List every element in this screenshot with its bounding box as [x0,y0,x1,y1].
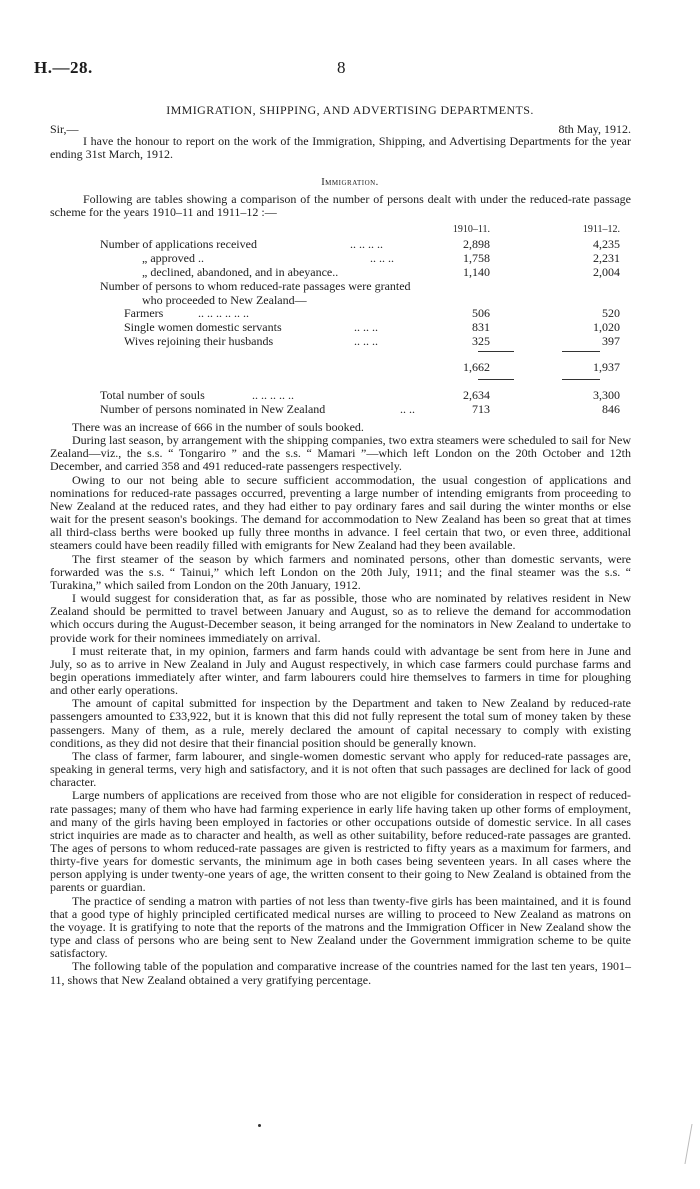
report-body [50,421,631,987]
leader-dots: .. .. .. [354,320,378,334]
leader-dots: .. .. .. [370,251,394,265]
body-paragraph: The amount of capital submitted for inspection by the Department and taken to New Zealand by reduced-rate passengers amounted to £33,922, but it is known that this did not fully represent the total sum of money taken by these passengers. Many of them, as a rule, merely declared the amount of capital necessary to comply with existing conditions, as they did not desire that their financial position should be generally known. [50,696,631,750]
value-1911-12: 397 [602,334,620,348]
table-row [100,306,620,320]
leader-dots: .. .. .. .. .. .. [198,306,249,320]
value-1910-11: 2,634 [463,388,490,402]
row-label: Single women domestic servants [124,320,282,334]
row-label: Number of applications received [100,237,257,251]
row-label: Number of persons nominated in New Zealand [100,402,326,416]
body-paragraph: The following table of the population and comparative increase of the countries named for the last ten years, 1901–11, shows that New Zealand obtained a very gratifying percentage. [50,959,631,987]
body-paragraph: I would suggest for consideration that, as far as possible, those who are nominated by relatives resident in New Zealand should be permitted to travel between January and August, so as to relieve the demand for accommodation which occurs during the August-December season, it being arranged for the nominators in New Zealand to undertake to provide work for their nominees immediately on arrival. [50,591,631,645]
table-row [100,293,620,307]
value-1911-12: 2,231 [593,251,620,265]
table-row [100,334,620,348]
body-paragraph: I must reiterate that, in my opinion, farmers and farm hands could with advantage be sent from here in June and July, so as to arrive in New Zealand in July and August respectively, in which case farmers could purchase farms and begin operations immediately after winter, and farm labourers could hire themselves to farmers in time for ploughing and other early operations. [50,643,631,698]
row-label: Wives rejoining their husbands [124,334,274,348]
value-1910-11: 325 [472,334,490,348]
value-1910-11: 506 [472,306,490,320]
value-1911-12: 2,004 [593,265,620,279]
value-1911-12: 4,235 [593,237,620,251]
leader-dots: .. .. .. [354,334,378,348]
table-row [100,279,620,293]
table-row [100,388,620,402]
report-date: 8th May, 1912. [558,122,631,136]
table-lead-paragraph: Following are tables showing a comparison of the number of persons dealt with under the reduced-rate passage scheme for the years 1910–11 and 1911–12 :— [50,192,631,219]
table-row [100,265,620,279]
section-heading: Immigration. [321,177,379,188]
row-label: who proceeded to New Zealand— [142,293,307,307]
subtotal-bottom-rule-1911-12 [562,379,600,380]
row-label: Total number of souls [100,388,205,402]
subtotal-row [100,360,620,374]
table-row [100,320,620,334]
subtotal-rule-1911-12 [562,351,600,352]
intro-paragraph: I have the honour to report on the work of the Immigration, Shipping, and Advertising Departments for the year ending 31st March, 1912. [50,134,631,161]
value-1911-12: 520 [602,306,620,320]
row-label: „ approved .. [142,251,204,265]
value-1911-12: 846 [602,402,620,416]
value-1910-11: 1,140 [463,265,490,279]
value-1911-12: 1,020 [593,320,620,334]
value-1911-12: 3,300 [593,388,620,402]
report-title: IMMIGRATION, SHIPPING, AND ADVERTISING DEPARTMENTS. [166,103,534,117]
table-row [100,402,620,416]
column-header-1910-11: 1910–11. [452,224,490,235]
table-row [100,251,620,265]
body-paragraph: During last season, by arrangement with the shipping companies, two extra steamers were scheduled to sail for New Zealand—viz., the s.s. “ Tongariro ” and the s.s. “ Mamari ”—which left London on the 20th October and 12th December, and carried 358 and 491 reduced-rate passengers respectively. [50,433,631,474]
subtotal-1910-11: 1,662 [463,360,490,374]
body-paragraph: There was an increase of 666 in the number of souls booked. [72,420,364,434]
subtotal-bottom-rule-1910-11 [478,379,514,380]
page-number: 8 [337,58,346,77]
value-1910-11: 713 [472,402,490,416]
column-header-1911-12: 1911–12. [582,224,620,235]
row-label: Number of persons to whom reduced-rate passages were granted [100,279,411,293]
body-paragraph: The first steamer of the season by which farmers and nominated persons, other than domestic servants, were forwarded was the s.s. “ Tainui,” which left London on the 20th July, 1911; and the final steamer was the s.s. “ Turakina,” which sailed from London on the 20th January, 1912. [50,551,631,592]
value-1910-11: 2,898 [463,237,490,251]
row-label: „ declined, abandoned, and in abeyance.. [142,265,339,279]
value-1910-11: 831 [472,320,490,334]
subtotal-rule-1910-11 [478,351,514,352]
salutation: Sir,— [50,122,79,136]
subtotal-1911-12: 1,937 [593,360,620,374]
leader-dots: .. .. .. .. .. [252,388,294,402]
body-paragraph: The practice of sending a matron with parties of not less than twenty-five girls has been maintained, and it is found that a good type of highly principled certificated medical nurses are willing to proceed to New Zealand as matrons on the voyage. It is gratifying to note that the reports of the matrons and the Immigration Officer in New Zealand show the type and class of persons who are being sent to New Zealand under the Government immigration scheme to be quite satisfactory. [50,893,631,961]
table-row [100,237,620,251]
body-paragraph: The class of farmer, farm labourer, and single-women domestic servant who apply for reduced-rate passages are, speaking in general terms, very high and satisfactory, and it is not often that such passages are declined for lack of good character. [50,748,631,790]
body-paragraph: Large numbers of applications are received from those who are not eligible for consideration in respect of reduced-rate passages; many of them who have had farming experience in early life having taken up other forms of employment, and many of the girls having been employed in factories or other occupations outside of domestic service. In all cases strict inquiries are made as to character and health, as well as other suitability, before reduced-rate passages are granted. The ages of persons to whom reduced-rate passages are given is restricted to fifty years as a maximum for farmers, and thirty-five years for domestic servants, the minimum age in both cases being seventeen years. In all cases where the person applying is under twenty-one years of age, the written consent to their going to New Zealand is obtained from the parents or guardian. [50,788,631,895]
leader-dots: .. .. .. .. [350,237,383,251]
row-label: Farmers [124,306,164,320]
ink-speck [258,1124,261,1127]
leader-dots: .. .. [400,402,415,416]
page-edge-mark [684,1124,700,1164]
table-header-row [100,224,620,238]
document-code: H.—28. [34,58,93,77]
body-paragraph: Owing to our not being able to secure sufficient accommodation, the usual congestion of applications and nominations for reduced-rate passages occurred, preventing a large number of intending emigrants from proceeding to New Zealand at the reduced rates, and they had either to pay ordinary fares and sail during the winter months or else wait for the present season's bookings. The demand for accommodation to New Zealand has been so great that at times all third-class berths were booked up fully three months in advance. I feel certain that two, or even three, additional steamers could have been readily filled with emigrants for New Zealand had they been available. [50,472,631,553]
value-1910-11: 1,758 [463,251,490,265]
